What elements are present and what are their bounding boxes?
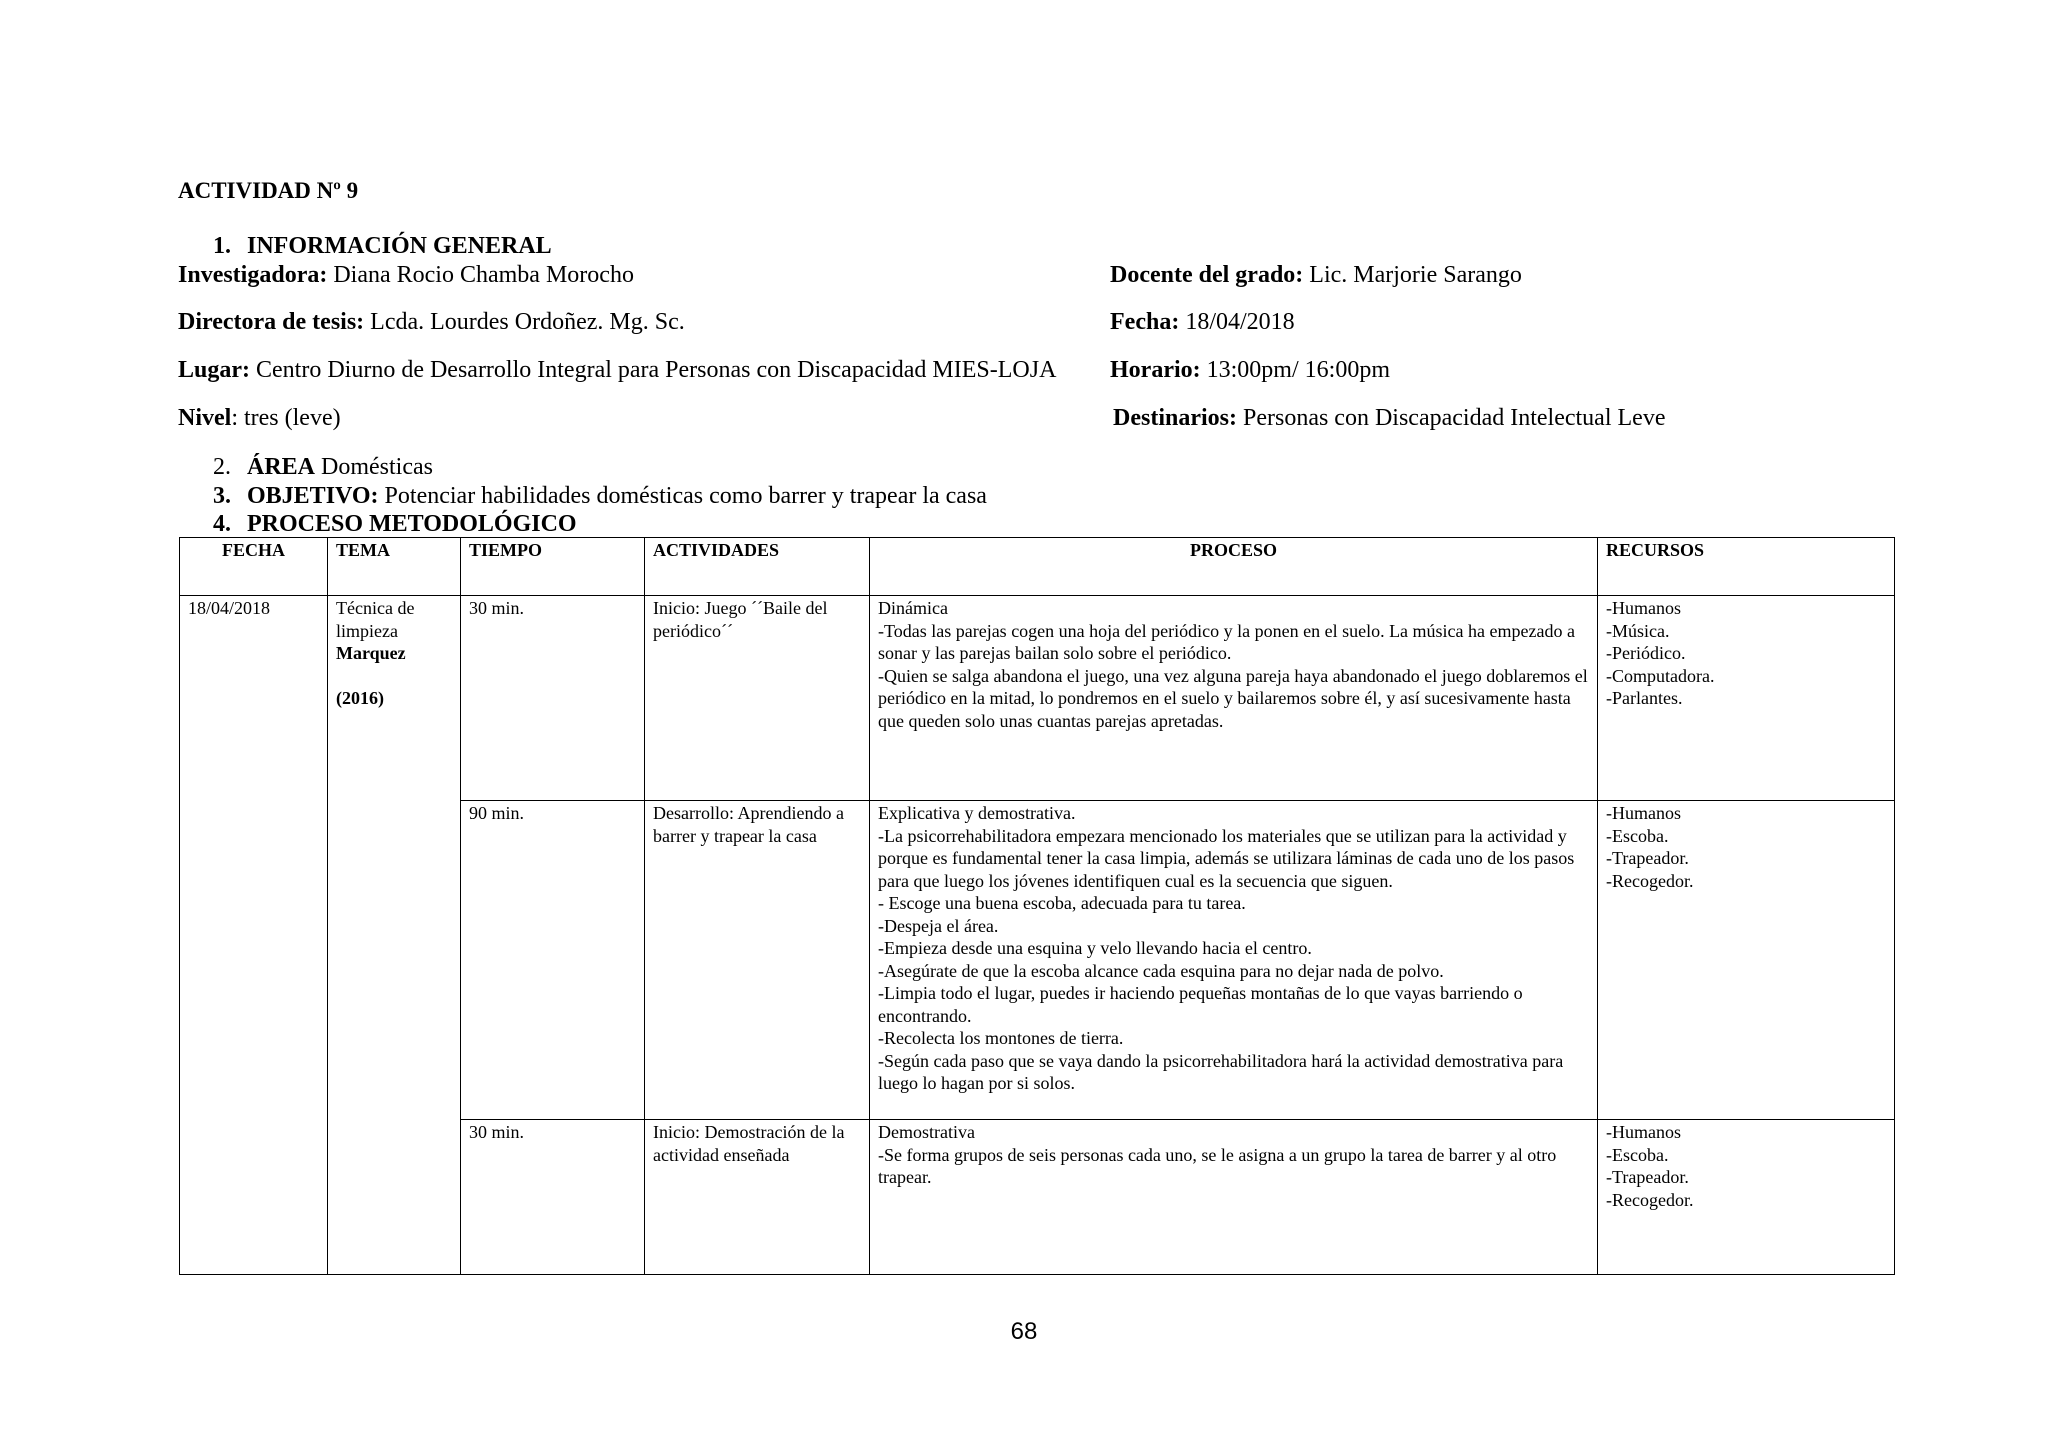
- tema-author: Marquez: [336, 643, 406, 663]
- investigadora-value: Diana Rocio Chamba Morocho: [327, 262, 634, 288]
- proceso-line: -Despeja el área.: [878, 915, 999, 936]
- horario-label: Horario:: [1110, 357, 1201, 383]
- proceso-line: Explicativa y demostrativa.: [878, 803, 1076, 823]
- tiempo-cell: 90 min.: [461, 801, 645, 1120]
- proceso-line: -Asegúrate de que la escoba alcance cada esquina para no dejar nada de polvo.: [878, 960, 1444, 981]
- table-header-row: [180, 538, 1895, 596]
- section-1-label: INFORMACIÓN GENERAL: [247, 233, 552, 259]
- proceso-line: -Según cada paso que se vaya dando la psicorrehabilitadora hará la actividad demostrativa para luego lo hagan por si solos.: [878, 1050, 1564, 1093]
- section-4-label: PROCESO METODOLÓGICO: [247, 511, 577, 537]
- section-2-line: [213, 454, 433, 481]
- page-number: 68: [1010, 1318, 1038, 1345]
- header-fecha: FECHA: [180, 538, 328, 596]
- proceso-line: Dinámica: [878, 598, 948, 618]
- section-1-number: 1.: [213, 233, 231, 259]
- tiempo-cell: 30 min.: [461, 1120, 645, 1275]
- proceso-line: -La psicorrehabilitadora empezara mencionado los materiales que se utilizan para la actividad y porque es fundamental tener la casa limpia, además se utilizara láminas de cada uno de los pasos para que luego los jóvenes identifiquen cual es la secuencia que siguen.: [878, 825, 1575, 891]
- section-2-value: Domésticas: [315, 454, 433, 480]
- recurso-item: -Humanos: [1606, 803, 1681, 823]
- recurso-item: -Recogedor.: [1606, 1189, 1694, 1210]
- actividad-cell: Inicio: Demostración de la actividad enseñada: [645, 1120, 870, 1275]
- recurso-item: -Trapeador.: [1606, 1167, 1689, 1187]
- activity-title: ACTIVIDAD Nº 9: [178, 178, 359, 203]
- proceso-line: -Todas las parejas cogen una hoja del periódico y la ponen en el suelo. La música ha empezado a sonar y las parejas bailan solo sobre el periódico.: [878, 620, 1575, 663]
- header-recursos: RECURSOS: [1598, 538, 1895, 596]
- directora-label: Directora de tesis:: [178, 309, 365, 335]
- methodology-table: [179, 537, 1895, 1275]
- section-3-value: Potenciar habilidades domésticas como barrer y trapear la casa: [378, 483, 987, 509]
- directora-line: [178, 309, 685, 336]
- header-proceso: PROCESO: [870, 538, 1598, 596]
- recurso-item: -Escoba.: [1606, 1144, 1669, 1165]
- tema-text: Técnica de limpieza: [336, 598, 415, 641]
- lugar-label: Lugar:: [178, 357, 250, 383]
- header-actividades: ACTIVIDADES: [645, 538, 870, 596]
- recurso-item: -Parlantes.: [1606, 688, 1683, 708]
- proceso-line: -Quien se salga abandona el juego, una vez alguna pareja haya abandonado el juego doblaremos el periódico en la mitad, lo pondremos en el suelo y bailaremos sobre él, y así sucesivamente hasta que queden solo unas cuantas parejas apretadas.: [878, 665, 1588, 731]
- section-4-number: 4.: [213, 511, 231, 537]
- recurso-item: -Trapeador.: [1606, 848, 1689, 868]
- section-3-label: OBJETIVO:: [247, 483, 379, 509]
- fecha-value: 18/04/2018: [1179, 309, 1295, 335]
- fecha-line: [1110, 309, 1295, 336]
- proceso-line: -Recolecta los montones de tierra.: [878, 1028, 1124, 1048]
- fecha-label: Fecha:: [1110, 309, 1180, 335]
- section-4-heading: [213, 511, 577, 538]
- proceso-line: Demostrativa: [878, 1122, 975, 1142]
- section-2-number: 2.: [213, 454, 231, 480]
- section-3-number: 3.: [213, 483, 231, 509]
- proceso-cell: [870, 1120, 1598, 1275]
- nivel-line: [178, 405, 341, 432]
- actividad-cell: Desarrollo: Aprendiendo a barrer y trapear la casa: [645, 801, 870, 1120]
- recurso-item: -Escoba.: [1606, 825, 1669, 846]
- recurso-item: -Periódico.: [1606, 643, 1686, 663]
- docente-label: Docente del grado:: [1110, 262, 1304, 288]
- tema-year: (2016): [336, 687, 384, 708]
- recursos-cell: [1598, 596, 1895, 801]
- recurso-item: -Humanos: [1606, 598, 1681, 618]
- docente-line: [1110, 262, 1522, 289]
- horario-value: 13:00pm/ 16:00pm: [1200, 357, 1390, 383]
- docente-value: Lic. Marjorie Sarango: [1303, 262, 1522, 288]
- proceso-line: -Limpia todo el lugar, puedes ir haciendo pequeñas montañas de lo que vayas barriendo o encontrando.: [878, 983, 1523, 1026]
- recurso-item: -Computadora.: [1606, 665, 1715, 686]
- investigadora-line: [178, 262, 634, 289]
- horario-line: [1110, 357, 1390, 384]
- investigadora-label: Investigadora:: [178, 262, 328, 288]
- destinarios-value: Personas con Discapacidad Intelectual Leve: [1236, 405, 1666, 431]
- section-3-line: [213, 483, 987, 510]
- recursos-cell: [1598, 801, 1895, 1120]
- destinarios-label: Destinarios:: [1113, 405, 1237, 431]
- proceso-cell: [870, 596, 1598, 801]
- section-1-heading: [213, 233, 552, 260]
- section-2-label: ÁREA: [247, 454, 316, 480]
- directora-value: Lcda. Lourdes Ordoñez. Mg. Sc.: [364, 309, 685, 335]
- actividad-cell: Inicio: Juego ´´Baile del periódico´´: [645, 596, 870, 801]
- recurso-item: -Recogedor.: [1606, 870, 1694, 891]
- nivel-label: Nivel: [178, 405, 232, 431]
- proceso-line: - Escoge una buena escoba, adecuada para tu tarea.: [878, 893, 1246, 913]
- header-tiempo: TIEMPO: [461, 538, 645, 596]
- destinarios-line: [1113, 405, 1665, 432]
- recurso-item: -Humanos: [1606, 1122, 1681, 1142]
- lugar-value: Centro Diurno de Desarrollo Integral para Personas con Discapacidad MIES-LOJA: [250, 357, 1057, 383]
- fecha-cell: 18/04/2018: [180, 596, 328, 1275]
- proceso-cell: [870, 801, 1598, 1120]
- proceso-line: -Empieza desde una esquina y velo llevando hacia el centro.: [878, 938, 1312, 958]
- recursos-cell: [1598, 1120, 1895, 1275]
- lugar-line: [178, 357, 1056, 384]
- table-row: [180, 596, 1895, 801]
- header-tema: TEMA: [328, 538, 461, 596]
- nivel-value: : tres (leve): [231, 405, 341, 431]
- recurso-item: -Música.: [1606, 620, 1670, 641]
- tema-cell: [328, 596, 461, 1275]
- proceso-line: -Se forma grupos de seis personas cada uno, se le asigna a un grupo la tarea de barrer y al otro trapear.: [878, 1144, 1557, 1187]
- tiempo-cell: 30 min.: [461, 596, 645, 801]
